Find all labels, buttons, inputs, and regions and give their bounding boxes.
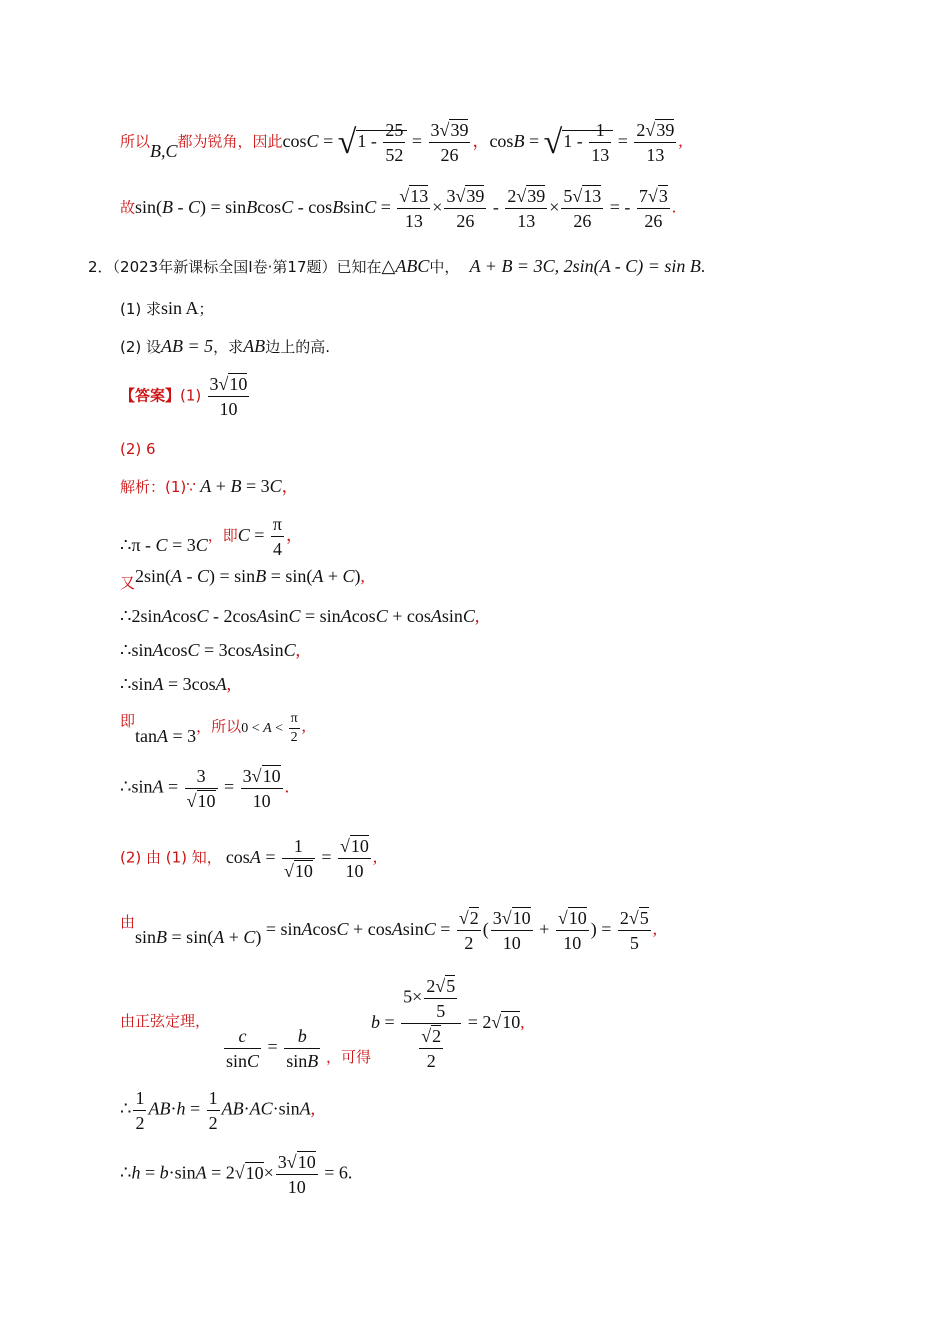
- sol-suoyi: ，所以: [196, 717, 242, 736]
- sol-line-8: ∴sinA = $\frac{3}{√10}$ = $\frac{3√10}{10}$ .: [120, 766, 290, 811]
- q2-number: 2．: [88, 258, 113, 276]
- text-suoyi: 所以: [120, 132, 151, 151]
- sol-line-12: ∴ $\frac{1}{2}$ AB·h = $\frac{1}{2}$ AB·AC·sinA,: [120, 1088, 316, 1133]
- solution-line-cos: 所以B,C都为锐角，因此cosC = √1 - $\frac{25}{52}$ = $\frac{3√39}{26}$ ，cosB = √1 - $\frac{1}{13}$ = $\frac{2√39}{13}$ ,: [120, 120, 683, 165]
- q2-part2-ab: AB: [243, 336, 266, 356]
- answer-2: (2) 6: [120, 440, 156, 458]
- sol-line-11: [120, 1010, 210, 1031]
- q2-part1-end: ；: [198, 300, 214, 318]
- q2-part2-expr: AB = 5: [161, 336, 214, 356]
- sol-line-9: (2) 由 (1) 知， cosA = $\frac{1}{√10}$ = $\frac{√10}{10}$ ,: [120, 836, 378, 881]
- sol-line-11b: ，可得b = 5× $\frac{2√5}{5}$ $\frac{√2}{2}$ = 2√10,: [326, 976, 525, 1071]
- sol-line-13: ∴h = b·sinA = 2√10× $\frac{3√10}{10}$ = 6.: [120, 1152, 353, 1197]
- sol-line-2: ∴π - C = 3C，即C = $\frac{\pi}{4}$ ，: [120, 514, 304, 559]
- sol-line-6: ∴sinA = 3cosA,: [120, 674, 232, 694]
- solution-line-sin-diff: 故sin(B - C) = sinBcosC - cosBsinC = $\frac{√13}{13}$ × $\frac{3√39}{26}$ - $\frac{2√39}{13}$ × $\frac{5√13}{26}$ = - $\frac{7√3}{26}$ .: [120, 186, 677, 231]
- answer-p1: (1): [180, 386, 202, 405]
- answer-label: 【答案】: [120, 386, 181, 405]
- q2-part2-mid: ，求: [213, 338, 244, 356]
- sol-sine-law: 由正弦定理，: [120, 1012, 211, 1030]
- sol-line-4: ∴2sinAcosC - 2cosAsinC = sinAcosC + cosAsinC,: [120, 606, 480, 626]
- sol-you2: 由: [120, 912, 136, 931]
- sol-line-1: 解析：(1)∵ A + B = 3C，: [120, 476, 299, 496]
- q2-triangle: △ABC: [381, 256, 430, 276]
- sine-law-eq: $\frac{c}{\sin C}$ = $\frac{b}{\sin B}$: [226, 1026, 319, 1071]
- q2-part1-label: (1) 求: [120, 300, 162, 318]
- var-bc: B,C: [150, 140, 178, 161]
- q2-part2: [120, 336, 330, 357]
- q2-part2-end: 边上的高.: [265, 338, 330, 356]
- sol-line-10: 由sinB = sin(A + C) = sinAcosC + cosAsinC = $\frac{√2}{2}$ ( $\frac{3√10}{10}$ + $\frac{√10}{10}$ ) = $\frac{2√5}{5}$ ,: [120, 908, 658, 953]
- sol-you: 又: [120, 574, 136, 592]
- sol-line-5: ∴sinAcosC = 3cosAsinC,: [120, 640, 301, 660]
- sol-line-7: 即tanA = 3，所以0 < A < $\frac{\pi}{2}$ ,: [120, 711, 306, 746]
- sol-head: 解析：(1)∵: [120, 478, 196, 496]
- answer-line: 【答案】(1) $\frac{3√10}{10}$: [120, 374, 248, 419]
- sol-kede: ，可得: [326, 1047, 372, 1066]
- q2-condition: A + B = 3C, 2sin(A - C) = sin B: [469, 256, 701, 276]
- q2-part2-label: (2) 设: [120, 338, 162, 356]
- sol-ji-2: 即: [120, 711, 136, 730]
- q2-source: （2023年新课标全国Ⅰ卷·第17题）已知在: [112, 258, 382, 276]
- text-gu: 故: [120, 198, 136, 217]
- q2-part1: [120, 298, 214, 319]
- text-acute: 都为锐角，因此: [177, 132, 283, 151]
- sol-line-3: 又2sin(A - C) = sinB = sin(A + C),: [120, 566, 365, 592]
- sol-p2: (2) 由 (1) 知，: [120, 848, 222, 867]
- question-2: 2．（2023年新课标全国Ⅰ卷·第17题）已知在△ABC中， A + B = 3C, 2sin(A - C) = sin B.: [88, 256, 706, 276]
- q2-zhong: 中，: [429, 258, 460, 276]
- sol-ji-1: ，即: [207, 526, 238, 545]
- q2-part1-expr: sin A: [161, 298, 199, 318]
